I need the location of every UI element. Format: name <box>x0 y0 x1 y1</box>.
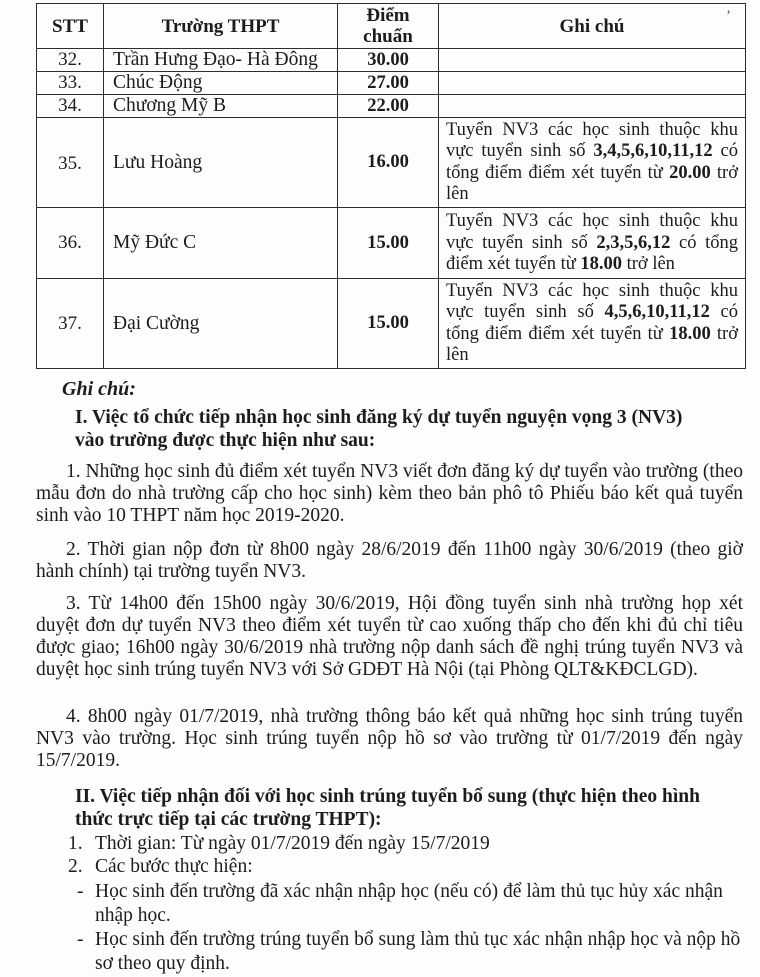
table-header-row <box>37 4 746 49</box>
scan-speck: ’ <box>726 8 731 24</box>
bullet-dash: - <box>77 929 84 950</box>
section-2-heading-line1: II. Việc tiếp nhận đối với học sinh trúng tuyển bổ sung (thực hiện theo hình <box>75 786 700 807</box>
item-1-text: Thời gian: Từ ngày 01/7/2019 đến ngày 15/7/2019 <box>95 833 490 854</box>
note-cell <box>439 95 746 118</box>
stt-cell: 32. <box>37 49 104 72</box>
bullet-1-text: Học sinh đến trường đã xác nhận nhập học (nếu có) để làm thủ tục hủy xác nhận nhập học. <box>95 881 723 926</box>
section-2-heading <box>75 786 725 831</box>
school-cell: Chúc Động <box>104 72 338 95</box>
bullet-item-1 <box>77 880 745 928</box>
section-1-heading-line1: I. Việc tổ chức tiếp nhận học sinh đăng ký dự tuyển nguyện vọng 3 (NV3) <box>75 407 683 428</box>
paragraph-4: 4. 8h00 ngày 01/7/2019, nhà trường thông báo kết quả những học sinh trúng tuyển NV3 vào trường. Học sinh trúng tuyển nộp hồ sơ vào trường từ 01/7/2019 đến ngày 15/7/2019. <box>36 706 743 771</box>
header-note: Ghi chú <box>439 4 746 49</box>
school-cell: Chương Mỹ B <box>104 95 338 118</box>
stt-cell: 35. <box>37 118 104 208</box>
table-row <box>37 118 746 208</box>
admission-score-table <box>36 3 746 369</box>
bullet-2-text: Học sinh đến trường trúng tuyển bổ sung làm thủ tục xác nhận nhập học và nộp hồ sơ theo quy định. <box>95 929 741 974</box>
item-1-number: 1. <box>68 833 83 854</box>
table-row <box>37 279 746 369</box>
paragraph-2: 2. Thời gian nộp đơn từ 8h00 ngày 28/6/2019 đến 11h00 ngày 30/6/2019 (theo giờ hành chính) tại trường tuyển NV3. <box>36 539 743 582</box>
header-score: Điểm chuẩn <box>338 4 439 49</box>
note-cell <box>439 72 746 95</box>
score-cell: 27.00 <box>338 72 439 95</box>
table-row <box>37 208 746 279</box>
header-stt: STT <box>37 4 104 49</box>
bullet-dash: - <box>77 881 84 902</box>
score-cell: 15.00 <box>338 279 439 369</box>
table-row <box>37 72 746 95</box>
score-cell: 16.00 <box>338 118 439 208</box>
stt-cell: 33. <box>37 72 104 95</box>
item-2-number: 2. <box>68 856 83 877</box>
score-cell: 15.00 <box>338 208 439 279</box>
note-cell: Tuyển NV3 các học sinh thuộc khu vực tuyển sinh số 2,3,5,6,12 có tổng điểm xét tuyển từ 18.00 trở lên <box>439 208 746 279</box>
school-cell: Mỹ Đức C <box>104 208 338 279</box>
stt-cell: 37. <box>37 279 104 369</box>
school-cell: Đại Cường <box>104 279 338 369</box>
bullet-item-2 <box>77 928 745 976</box>
paragraph-3: 3. Từ 14h00 đến 15h00 ngày 30/6/2019, Hội đồng tuyển sinh nhà trường họp xét duyệt đơn dự tuyển NV3 theo điểm xét tuyển từ cao xuống thấp cho đến khi đủ chỉ tiêu được giao; 16h00 ngày 30/6/2019 nhà trường nộp danh sách đề nghị trúng tuyển NV3 và duyệt học sinh trúng tuyển NV3 với Sở GDĐT Hà Nội (tại Phòng QLT&KĐCLGD). <box>36 593 743 680</box>
section-2-heading-line2: thức trực tiếp tại các trường THPT): <box>75 808 382 830</box>
item-2-text: Các bước thực hiện: <box>95 856 253 877</box>
paragraph-1: 1. Những học sinh đủ điểm xét tuyển NV3 viết đơn đăng ký dự tuyển vào trường (theo mẫu đơn do nhà trường cấp cho học sinh) kèm theo bản phô tô Phiếu báo kết quả tuyển sinh vào 10 THPT năm học 2019-2020. <box>36 461 743 526</box>
school-cell: Trần Hưng Đạo- Hà Đông <box>104 49 338 72</box>
section-1-heading-line2: vào trường được thực hiện như sau: <box>75 429 376 451</box>
table-row <box>37 49 746 72</box>
note-cell: Tuyển NV3 các học sinh thuộc khu vực tuyển sinh số 4,5,6,10,11,12 có tổng điểm điểm xét tuyển từ 18.00 trở lên <box>439 279 746 369</box>
note-cell: Tuyển NV3 các học sinh thuộc khu vực tuyển sinh số 3,4,5,6,10,11,12 có tổng điểm điểm xét tuyển từ 20.00 trở lên <box>439 118 746 208</box>
section-2-item-2 <box>68 856 253 878</box>
table-row <box>37 95 746 118</box>
notes-label: Ghi chú: <box>62 378 136 400</box>
score-cell: 30.00 <box>338 49 439 72</box>
section-1-heading <box>75 407 725 452</box>
school-cell: Lưu Hoàng <box>104 118 338 208</box>
stt-cell: 34. <box>37 95 104 118</box>
note-cell <box>439 49 746 72</box>
score-cell: 22.00 <box>338 95 439 118</box>
header-school: Trường THPT <box>104 4 338 49</box>
stt-cell: 36. <box>37 208 104 279</box>
section-2-item-1 <box>68 833 490 855</box>
